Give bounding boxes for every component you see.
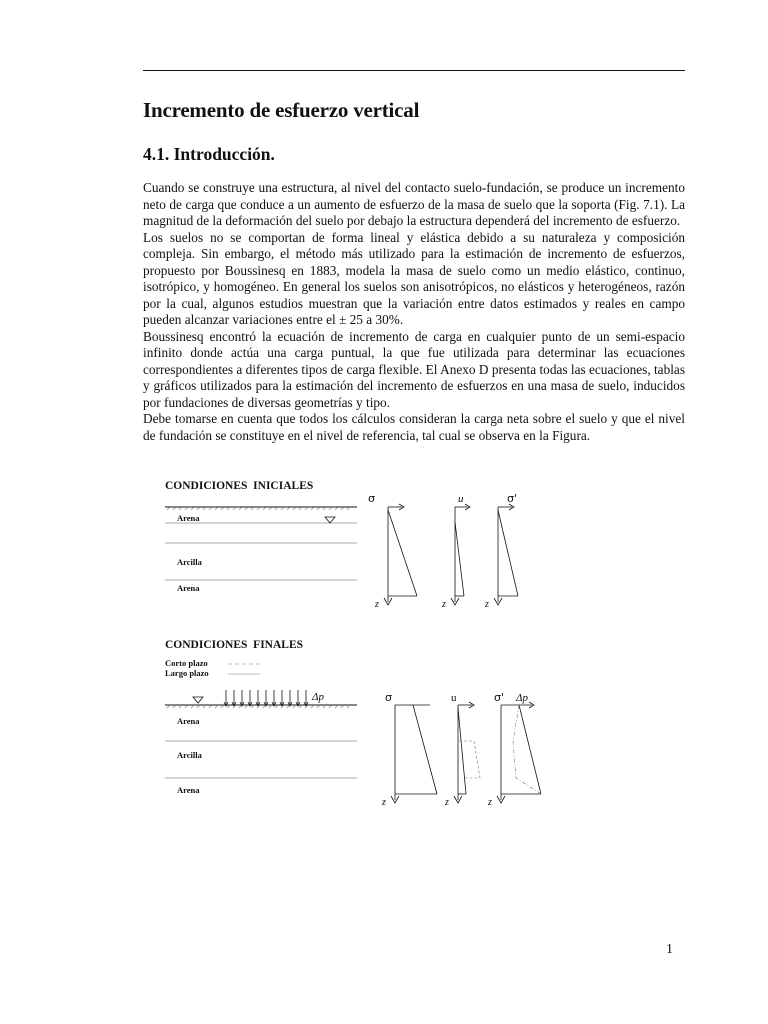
initial-layer-arena-bottom: Arena — [177, 583, 200, 593]
paragraph: Debe tomarse en cuenta que todos los cálculos consideran la carga neta sobre el suelo y que el nivel de fundación se constituye en el nivel de referencia, tal cual se observa en la Figura. — [143, 411, 685, 443]
paragraph: Cuando se construye una estructura, al nivel del contacto suelo-fundación, se produce un incremento neto de carga que conduce a un aumento de esfuerzo de la masa de suelo que la soporta (Fig. 7.1). La magnitud de la deformación del suelo por debajo la estructura dependerá del incremento de esfuerzo. — [143, 180, 685, 228]
initial-heading: CONDICIONES INICIALES — [165, 480, 314, 492]
final-layer-arena-bottom: Arena — [177, 785, 200, 795]
initial-depth-label: z — [485, 599, 489, 610]
final-depth-label: z — [488, 797, 492, 808]
final-layer-arcilla: Arcilla — [177, 750, 202, 760]
final-pore-pressure-label: u — [451, 692, 457, 704]
final-sigma-diagram — [391, 705, 437, 803]
final-sigma-label: σ — [385, 691, 392, 704]
initial-sigma-diagram — [384, 504, 417, 605]
chapter-title: Incremento de esfuerzo vertical — [143, 98, 420, 122]
section-title: 4.1. Introducción. — [143, 144, 275, 164]
paragraph: Los suelos no se comportan de forma lineal y elástica debido a su naturaleza y composición compleja. Sin embargo, el método más utilizado para la estimación de incremento de esfuerzos, propuesto por Boussinesq en 1883, modela la masa de suelo como un medio elástico, continuo, isotrópico, y homogéneo. En general los suelos son anisotrópicos, no elásticos y heterogéneos, razón por la cual, algunos estudios muestran que la variación entre datos estimados y reales en campo pueden alcanzar variaciones entre el ± 25 a 30%. — [143, 229, 685, 327]
distributed-load — [224, 690, 308, 706]
header-rule — [143, 70, 685, 71]
legend-short-term-label: Corto plazo — [165, 658, 208, 668]
body-text — [143, 180, 685, 444]
initial-effective-stress-label: σ' — [507, 492, 517, 505]
initial-depth-label: z — [375, 599, 379, 610]
page-number: 1 — [666, 942, 673, 957]
final-effective-stress-diagram — [497, 702, 541, 803]
legend-long-term-label: Largo plazo — [165, 668, 209, 678]
stress-figure — [0, 460, 768, 820]
initial-pore-pressure-diagram — [451, 504, 470, 605]
water-table-icon — [325, 517, 335, 523]
final-depth-label: z — [382, 797, 386, 808]
water-table-icon — [193, 697, 203, 703]
initial-sigma-label: σ — [368, 492, 375, 505]
load-label: Δp — [312, 691, 324, 703]
initial-depth-label: z — [442, 599, 446, 610]
initial-layer-arcilla: Arcilla — [177, 557, 202, 567]
initial-pore-pressure-label: u — [458, 493, 464, 505]
final-depth-label: z — [445, 797, 449, 808]
final-effective-stress-label: σ' — [494, 691, 504, 704]
initial-layer-arena-top: Arena — [177, 513, 200, 523]
initial-effective-stress-diagram — [494, 504, 518, 605]
final-layer-arena-top: Arena — [177, 716, 200, 726]
final-heading: CONDICIONES FINALES — [165, 639, 304, 651]
paragraph: Boussinesq encontró la ecuación de incremento de carga en cualquier punto de un semi-espacio infinito donde actúa una carga puntual, la que fue utilizada para determinar las ecuaciones correspondientes a diferentes tipos de carga flexible. El Anexo D presenta todas las ecuaciones, tablas y gráficos utilizados para la estimación del incremento de esfuerzos en una masa de suelo, inducidos por fundaciones de diversas geometrías y tipo. — [143, 328, 685, 410]
final-pore-pressure-diagram — [454, 702, 480, 803]
final-delta-p-label: Δp — [516, 692, 528, 704]
